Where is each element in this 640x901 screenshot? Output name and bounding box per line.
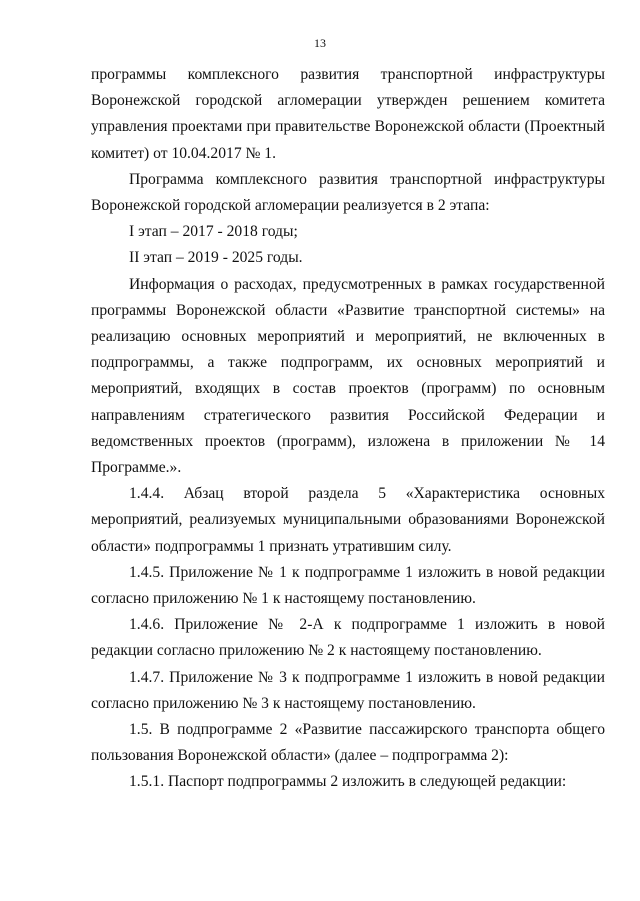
document-body [91, 62, 605, 796]
paragraph: 1.5. В подпрограмме 2 «Развитие пассажирского транспорта общего пользования Воронежской области» (далее – подпрограмма 2): [91, 721, 605, 765]
paragraph: 1.5.1. Паспорт подпрограммы 2 изложить в следующей редакции: [129, 773, 567, 791]
paragraph: Программа комплексного развития транспортной инфраструктуры Воронежской городской агломерации реализуется в 2 этапа: [91, 170, 605, 215]
paragraph: 1.4.4. Абзац второй раздела 5 «Характеристика основных мероприятий, реализуемых муниципальными образованиями Воронежской области» подпрограммы 1 признать утратившим силу. [91, 485, 605, 555]
paragraph: 1.4.7. Приложение № 3 к подпрограмме 1 изложить в новой редакции согласно приложению № 3 к настоящему постановлению. [91, 668, 605, 712]
page-number: 13 [314, 36, 326, 50]
paragraph: программы комплексного развития транспортной инфраструктуры Воронежской городской агломерации утвержден решением комитета управления проектами при правительстве Воронежской области (Проектный комитет) от 10.04.2017 № 1. [91, 66, 605, 162]
paragraph: Информация о расходах, предусмотренных в рамках государственной программы Воронежской области «Развитие транспортной системы» на реализацию основных мероприятий и мероприятий, не включенных в подпрограммы, а также подпрограмм, их основных мероприятий и мероприятий, входящих в состав проектов (программ) по основным направлениям стратегического развития Российской Федерации и ведомственных проектов (программ), изложена в приложении № 14 Программе.». [91, 275, 605, 477]
paragraph: 1.4.6. Приложение № 2-А к подпрограмме 1 изложить в новой редакции согласно приложению № 2 к настоящему постановлению. [91, 616, 605, 660]
paragraph: 1.4.5. Приложение № 1 к подпрограмме 1 изложить в новой редакции согласно приложению № 1 к настоящему постановлению. [91, 563, 605, 608]
stage-line: II этап – 2019 - 2025 годы. [129, 249, 303, 267]
stage-line: I этап – 2017 - 2018 годы; [129, 223, 298, 241]
